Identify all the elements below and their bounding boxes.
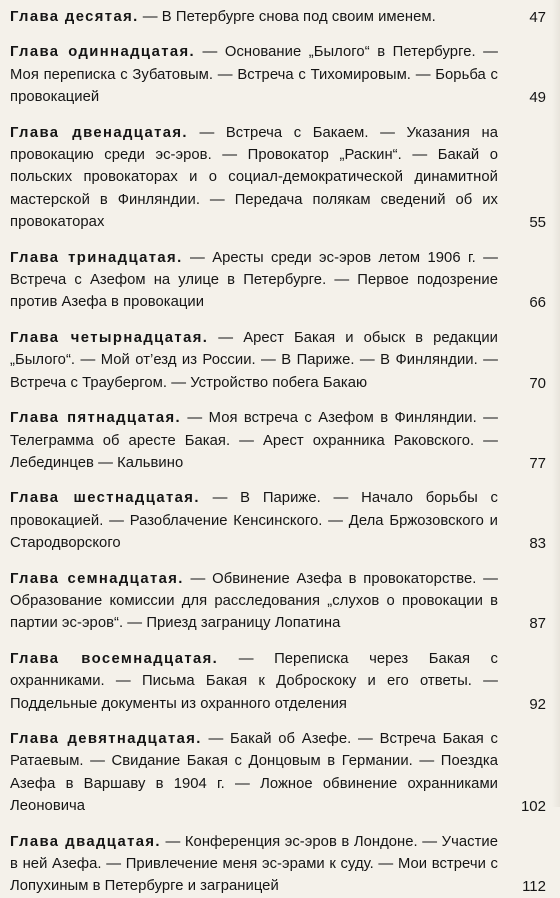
page-number: 92 (529, 695, 546, 713)
chapter-description: — Обвинение Азефа в провокаторстве. — Образование комиссии для расследования „слухов о провокации в партии эс-эров“. — Приезд заграницу Лопатина (10, 570, 499, 632)
chapter-description: — Встреча с Бакаем. — Указания на провокацию среди эс-эров. — Провокатор „Раскин“. — Бакай о польских провокаторах и о социал-демократической динамитной мастерской в Финляндии. — Передача полякам сведений об их провокаторах (10, 124, 498, 231)
page-number: 83 (529, 535, 546, 553)
page-number: 87 (529, 615, 546, 633)
toc-entry-chapter-11 (10, 41, 546, 108)
toc-entry-text (10, 6, 546, 28)
chapter-name: Глава десятая. (10, 9, 139, 25)
chapter-name: Глава четырнадцатая. (10, 329, 209, 346)
toc-entry-chapter-16 (10, 487, 546, 554)
toc-entry-chapter-12 (10, 122, 546, 234)
chapter-name: Глава восемнадцатая. (10, 650, 219, 667)
toc-entry-chapter-13 (10, 247, 546, 314)
chapter-description: — Конференция эс-эров в Лондоне. — Участие в ней Азефа. — Привлечение меня эс-эрами к суду. — Мои встречи с Лопухиным в Петербурге и заграницей (10, 833, 498, 895)
page-number: 66 (529, 294, 546, 312)
chapter-name: Глава шестнадцатая. (10, 490, 200, 507)
chapter-description: — Арест Бакая и обыск в редакции „Былого“. — Мой от’езд из России. — В Париже. — В Финляндии. — Встреча с Траубергом. — Устройство побега Бакаю (10, 329, 498, 391)
page-number: 47 (529, 9, 546, 26)
toc-entry-chapter-15 (10, 407, 546, 474)
page-edge-shadow (552, 0, 560, 807)
toc-entry-text (10, 831, 546, 898)
toc-entry-chapter-18 (10, 648, 546, 715)
page-number: 77 (529, 454, 546, 472)
toc-entry-text (10, 247, 546, 314)
toc-entry-text (10, 728, 546, 818)
toc-entry-chapter-17 (10, 568, 546, 635)
chapter-name: Глава одиннадцатая. (10, 44, 196, 61)
toc-entry-chapter-14 (10, 327, 546, 394)
toc-entry-text (10, 327, 546, 394)
chapter-name: Глава пятнадцатая. (10, 410, 182, 427)
chapter-description: — Моя встреча с Азефом в Финляндии. — Телеграмма об аресте Бакая. — Арест охранника Раковского. — Лебединцев — Кальвино (10, 410, 498, 471)
page-number: 102 (520, 798, 546, 816)
chapter-description: — Переписка через Бакая с охранниками. — Письма Бакая к Доброскоку и его ответы. — Поддельные документы из охранного отделения (10, 650, 498, 712)
chapter-description: — В Париже. — Начало борьбы с провокацией. — Разоблачение Кенсинского. — Дела Бржозовского и Стародворского (10, 490, 498, 552)
chapter-name: Глава тринадцатая. (10, 249, 183, 266)
chapter-name: Глава семнадцатая. (10, 570, 184, 587)
page-number: 112 (522, 878, 546, 896)
toc-entry-chapter-10 (10, 6, 546, 28)
toc-entry-text (10, 648, 546, 715)
chapter-name: Глава двенадцатая. (10, 124, 188, 141)
chapter-name: Глава двадцатая. (10, 833, 161, 850)
toc-entry-text (10, 568, 546, 635)
toc-entry-text (10, 41, 546, 108)
page-number: 49 (529, 89, 546, 107)
toc-entry-text (10, 487, 546, 554)
page-number: 55 (529, 214, 546, 232)
chapter-description: — Основание „Былого“ в Петербурге. — Моя переписка с Зубатовым. — Встреча с Тихомировым. — Борьба с провокацией (10, 44, 498, 106)
toc-entry-text (10, 122, 546, 234)
chapter-name: Глава девятнадцатая. (10, 730, 202, 747)
chapter-description: — Аресты среди эс-эров летом 1906 г. — Встреча с Азефом на улице в Петербурге. — Первое подозрение против Азефа в провокации (10, 249, 498, 311)
toc-entry-chapter-20 (10, 831, 546, 898)
page-number: 70 (529, 374, 546, 392)
chapter-description: — Бакай об Азефе. — Встреча Бакая с Ратаевым. — Свидание Бакая с Донцовым в Германии. — Поездка Азефа в Варшаву в 1904 г. — Ложное обвинение охранниками Леоновича (10, 730, 499, 815)
toc-entry-chapter-19 (10, 728, 546, 818)
chapter-description: — В Петербурге снова под своим именем. (138, 9, 436, 25)
toc-entry-text (10, 407, 546, 474)
